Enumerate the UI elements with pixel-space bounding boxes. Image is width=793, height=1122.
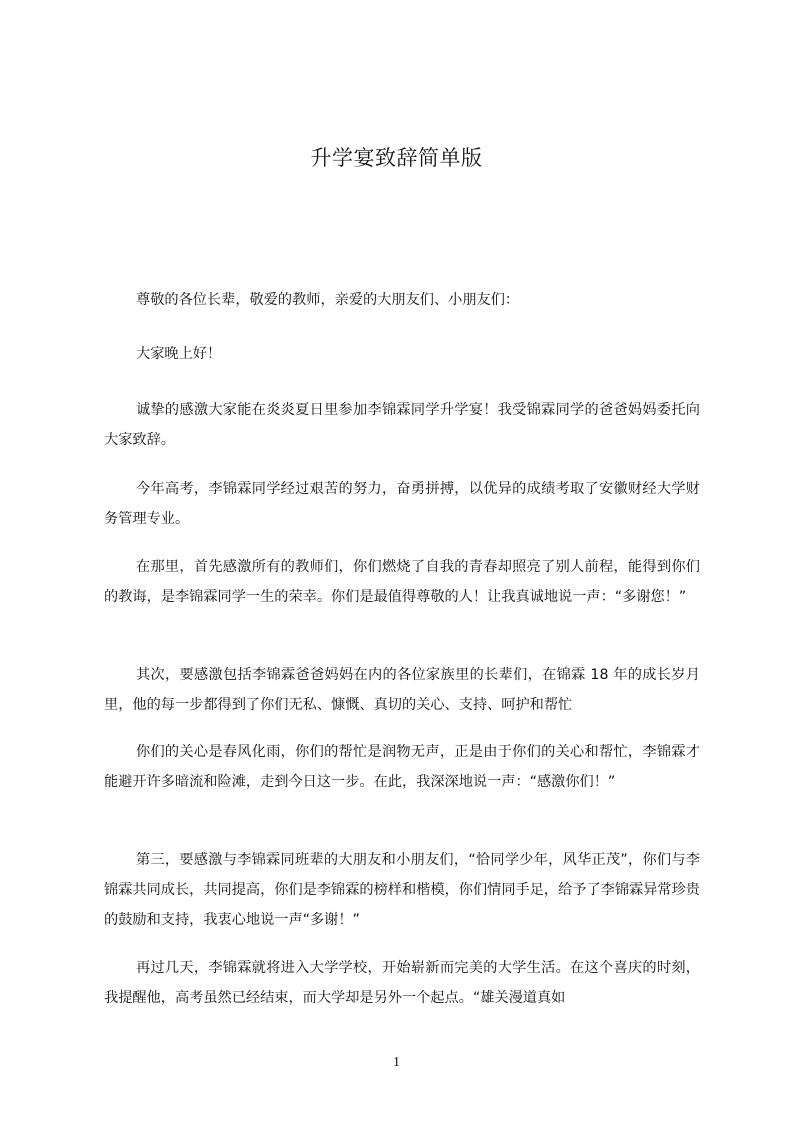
paragraph-university-life: 再过几天，李锦霖就将进入大学学校，开始崭新而完美的大学生活。在这个喜庆的时刻，我提醒他，高考虽然已经结束，而大学却是另外一个起点。“雄关漫道真如 xyxy=(104,960,700,1006)
paragraph-care-and-help: 你们的关心是春风化雨，你们的帮忙是润物无声，正是由于你们的关心和帮忙，李锦霖才能避开许多暗流和险滩，走到今日这一步。在此，我深深地说一声：“感激你们！” xyxy=(104,744,700,790)
paragraph-good-evening: 大家晚上好！ xyxy=(136,346,222,362)
paragraph-thank-elders: 其次，要感激包括李锦霖爸爸妈妈在内的各位家族里的长辈们，在锦霖 18 年的成长岁月里，他的每一步都得到了你们无私、慷慨、真切的关心、支持、呵护和帮忙 xyxy=(104,667,700,713)
paragraph-thank-teachers: 在那里，首先感激所有的教师们，你们燃烧了自我的青春却照亮了别人前程，能得到你们的教诲，是李锦霖同学一生的荣幸。你们是最值得尊敬的人！让我真诚地说一声：“多谢您！” xyxy=(104,559,700,605)
paragraph-thanks-attendance: 诚挚的感激大家能在炎炎夏日里参加李锦霖同学升学宴！我受锦霖同学的爸爸妈妈委托向大家致辞。 xyxy=(104,402,700,448)
document-title: 升学宴致辞简单版 xyxy=(310,146,483,170)
paragraph-exam-result: 今年高考，李锦霖同学经过艰苦的努力，奋勇拼搏，以优异的成绩考取了安徽财经大学财务管理专业。 xyxy=(104,481,700,527)
paragraph-greeting: 尊敬的各位长辈，敬爱的教师，亲爱的大朋友们、小朋友们： xyxy=(136,292,520,308)
page-number: 1 xyxy=(393,1055,400,1070)
paragraph-thank-friends: 第三，要感激与李锦霖同班辈的大朋友和小朋友们，“恰同学少年，风华正茂”，你们与李锦霖共同成长，共同提高，你们是李锦霖的榜样和楷模，你们情同手足，给予了李锦霖异常珍贵的鼓励和支持，我衷心地说一声“多谢！” xyxy=(104,852,700,928)
